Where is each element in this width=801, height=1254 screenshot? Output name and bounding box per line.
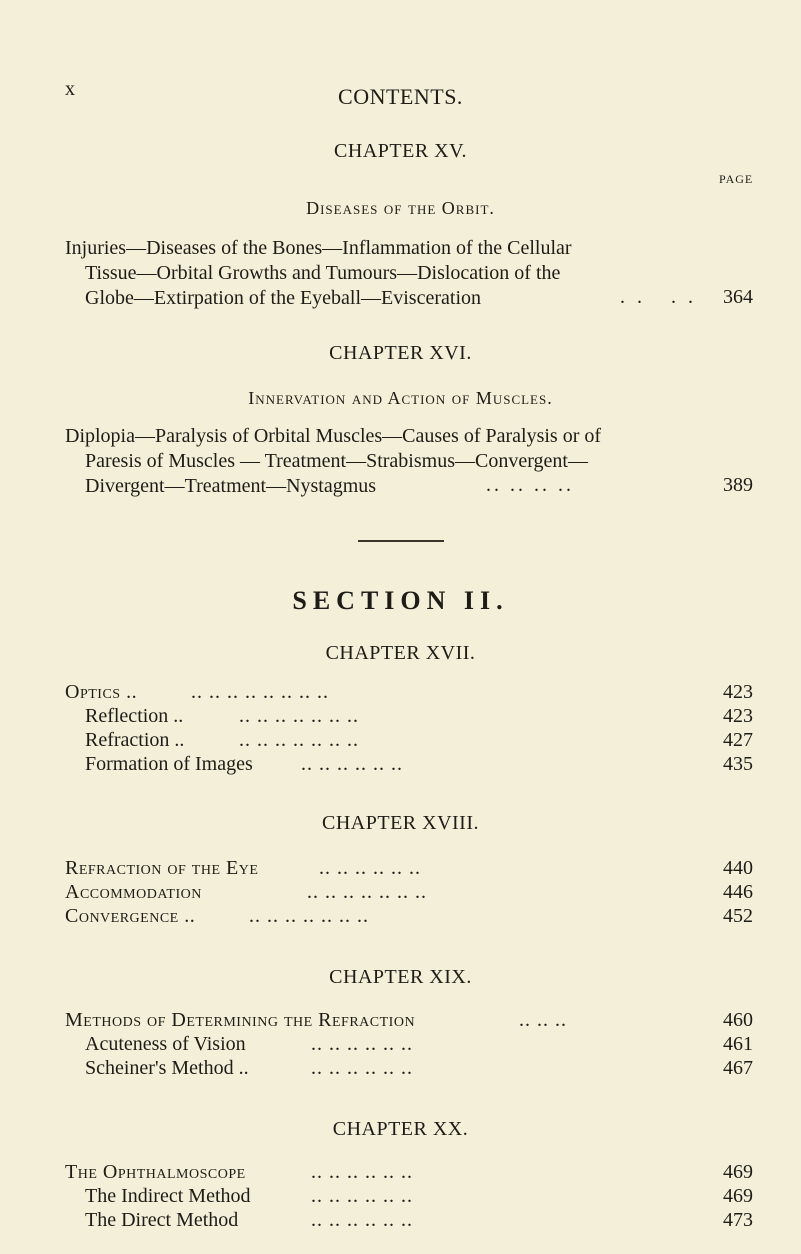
- entry-page: 423: [723, 681, 753, 703]
- entry-label: Refraction ..: [85, 729, 185, 751]
- entry-dots: .. .. .. .. .. ..: [301, 753, 403, 775]
- chapter-xv-page: 364: [723, 286, 753, 308]
- chapter-xv-subtitle: Diseases of the Orbit.: [306, 198, 495, 218]
- entry-page: 469: [723, 1161, 753, 1183]
- toc-entry[interactable]: [65, 904, 753, 928]
- toc-entry[interactable]: [65, 704, 753, 728]
- entry-dots: .. .. .. .. .. ..: [311, 1057, 413, 1079]
- toc-entry[interactable]: [65, 1032, 753, 1056]
- chapter-xvi-page: 389: [723, 474, 753, 496]
- entry-label: Refraction of the Eye: [65, 857, 259, 879]
- chapter-xvi-contents: [65, 424, 750, 499]
- entry-dots: .. .. ..: [519, 1009, 567, 1031]
- entry-label: Methods of Determining the Refraction: [65, 1009, 416, 1031]
- chapter-xvi-line-3: Divergent—Treatment—Nystagmus: [85, 475, 377, 497]
- chapter-xvi-dots: .. .. .. ..: [486, 474, 574, 496]
- entry-dots: .. .. .. .. .. .. ..: [239, 705, 359, 727]
- entry-dots: .. .. .. .. .. ..: [311, 1161, 413, 1183]
- entry-dots: .. .. .. .. .. ..: [311, 1033, 413, 1055]
- toc-entry[interactable]: [65, 728, 753, 752]
- chapter-xvi-subtitle: Innervation and Action of Muscles.: [248, 388, 553, 408]
- entry-label: Optics ..: [65, 681, 138, 703]
- toc-entry[interactable]: [65, 1056, 753, 1080]
- entry-page: 452: [723, 905, 753, 927]
- entry-label: The Ophthalmoscope: [65, 1161, 246, 1183]
- entry-label: Convergence ..: [65, 905, 196, 927]
- entry-page: 423: [723, 705, 753, 727]
- chapter-xv-line-2: Tissue—Orbital Growths and Tumours—Dislocation of the: [85, 262, 561, 284]
- entry-page: 473: [723, 1209, 753, 1231]
- entry-dots: .. .. .. .. .. .. ..: [249, 905, 369, 927]
- section-divider: [358, 540, 444, 542]
- entry-page: 460: [723, 1009, 753, 1031]
- page-column-label: PAGE: [719, 172, 754, 186]
- chapter-xv-line-1: Injuries—Diseases of the Bones—Inflammation of the Cellular: [65, 237, 572, 259]
- entry-page: 467: [723, 1057, 753, 1079]
- entry-label: Accommodation: [65, 881, 202, 903]
- entry-page: 469: [723, 1185, 753, 1207]
- entry-label: Scheiner's Method ..: [85, 1057, 249, 1079]
- chapter-xvi-line-2: Paresis of Muscles — Treatment—Strabismus—Convergent—: [85, 450, 588, 472]
- toc-entry[interactable]: [65, 856, 753, 880]
- section-heading: SECTION II.: [292, 586, 509, 615]
- entry-page: 435: [723, 753, 753, 775]
- entry-page: 427: [723, 729, 753, 751]
- chapter-xix-title: CHAPTER XIX.: [329, 966, 472, 988]
- chapter-xx-title: CHAPTER XX.: [332, 1118, 469, 1140]
- entry-label: The Indirect Method: [85, 1185, 251, 1207]
- entry-page: 461: [723, 1033, 753, 1055]
- toc-entry[interactable]: [65, 880, 753, 904]
- toc-entry[interactable]: [65, 1184, 753, 1208]
- entry-label: The Direct Method: [85, 1209, 239, 1231]
- chapter-xv-dots: .. ..: [620, 286, 705, 308]
- entry-dots: .. .. .. .. .. .. ..: [239, 729, 359, 751]
- chapter-xviii-title: CHAPTER XVIII.: [322, 812, 479, 834]
- page-number-roman: x: [65, 78, 75, 100]
- entry-dots: .. .. .. .. .. ..: [311, 1209, 413, 1231]
- chapter-xv-title: CHAPTER XV.: [334, 140, 467, 162]
- entry-dots: .. .. .. .. .. ..: [311, 1185, 413, 1207]
- running-title: CONTENTS.: [338, 84, 463, 109]
- chapter-xvi-title: CHAPTER XVI.: [329, 342, 472, 364]
- entry-page: 446: [723, 881, 753, 903]
- entry-page: 440: [723, 857, 753, 879]
- entry-dots: .. .. .. .. .. ..: [319, 857, 421, 879]
- entry-label: Reflection ..: [85, 705, 184, 727]
- entry-label: Formation of Images: [85, 753, 253, 775]
- chapter-xvi-line-1: Diplopia—Paralysis of Orbital Muscles—Causes of Paralysis or of: [65, 425, 602, 447]
- toc-entry[interactable]: [65, 752, 753, 776]
- toc-entry[interactable]: [65, 1208, 753, 1232]
- toc-entry[interactable]: [65, 680, 753, 704]
- entry-label: Acuteness of Vision: [85, 1033, 246, 1055]
- toc-entry[interactable]: [65, 1008, 753, 1032]
- toc-entry[interactable]: [65, 1160, 753, 1184]
- chapter-xvii-title: CHAPTER XVII.: [325, 642, 476, 664]
- chapter-xv-line-3: Globe—Extirpation of the Eyeball—Evisceration: [85, 287, 481, 309]
- entry-dots: .. .. .. .. .. .. ..: [307, 881, 427, 903]
- entry-dots: .. .. .. .. .. .. .. ..: [191, 681, 329, 703]
